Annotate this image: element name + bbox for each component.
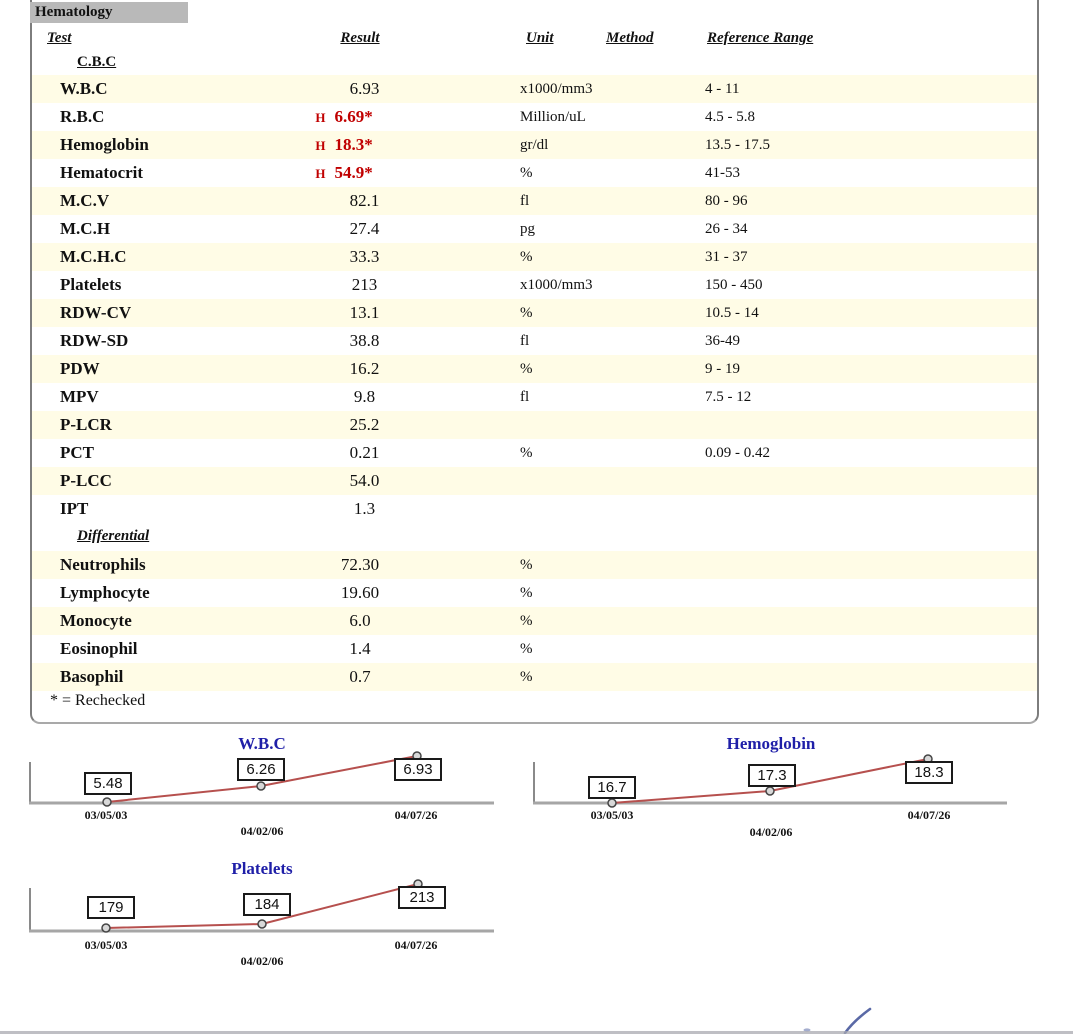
hematology-table: [30, 0, 1039, 724]
result-cell: [290, 439, 430, 468]
test-name: Hematocrit: [60, 163, 144, 182]
table-row: [32, 663, 1037, 691]
result-cell: [290, 579, 430, 607]
test-name: PCT: [60, 443, 94, 462]
data-label: 213: [398, 886, 446, 909]
result-cell: [290, 355, 430, 384]
data-label: 184: [243, 893, 291, 916]
test-name: RDW-SD: [60, 331, 129, 350]
table-row: [32, 551, 1037, 579]
result-value: 1.3: [353, 499, 376, 518]
table-row: [32, 159, 1037, 187]
reference-range: 9 - 19: [705, 361, 740, 377]
result-value: 6.69*: [334, 107, 373, 126]
result-value: 27.4: [349, 219, 380, 238]
result-cell: [290, 663, 430, 691]
table-row: [32, 439, 1037, 467]
result-cell: [274, 103, 414, 132]
result-cell: [290, 187, 430, 216]
cbc-rows: [32, 75, 1037, 523]
test-name: IPT: [60, 499, 89, 518]
x-tick-label: 04/02/06: [240, 824, 284, 838]
result-value: 82.1: [349, 191, 380, 210]
test-name: Lymphocyte: [60, 583, 150, 602]
result-value: 1.4: [349, 639, 371, 658]
result-value: 33.3: [349, 247, 380, 266]
x-tick-label: 04/07/26: [907, 808, 951, 822]
unit: x1000/mm3: [520, 277, 593, 293]
result-cell: [290, 551, 430, 579]
table-row: [32, 131, 1037, 159]
test-name: Neutrophils: [60, 555, 146, 574]
x-tick-label: 04/07/26: [394, 808, 438, 822]
result-cell: [290, 495, 430, 524]
chart-title: W.B.C: [238, 734, 286, 753]
table-row: [32, 383, 1037, 411]
table-row: [32, 243, 1037, 271]
test-name: M.C.H: [60, 219, 111, 238]
result-value: 9.8: [353, 387, 376, 406]
table-row: [32, 271, 1037, 299]
reference-range: 4.5 - 5.8: [705, 109, 755, 125]
reference-range: 26 - 34: [705, 221, 748, 237]
section-title: Hematology: [30, 2, 188, 23]
table-row: [32, 187, 1037, 215]
result-value: 54.0: [349, 471, 380, 490]
x-tick-label: 03/05/03: [84, 938, 128, 952]
x-tick-label: 03/05/03: [590, 808, 634, 822]
group-header-differential: Differential: [77, 528, 150, 544]
data-label: 6.93: [394, 758, 442, 781]
chart-title: Platelets: [231, 859, 293, 878]
rechecked-footnote: * = Rechecked: [50, 692, 146, 709]
result-value: 6.93: [349, 79, 380, 98]
result-cell: [274, 131, 414, 160]
hemoglobin-trend-chart: [520, 730, 1073, 848]
unit: Million/uL: [520, 109, 586, 125]
test-name: P-LCR: [60, 415, 112, 434]
result-value: 72.30: [340, 555, 380, 574]
result-value: 0.21: [349, 443, 380, 462]
differential-rows: [32, 551, 1037, 691]
result-cell: [290, 607, 430, 635]
x-tick-label: 04/07/26: [394, 938, 438, 952]
test-name: PDW: [60, 359, 100, 378]
reference-range: 41-53: [705, 165, 740, 181]
table-row: [32, 607, 1037, 635]
high-flag: H: [315, 166, 326, 181]
unit: %: [520, 445, 533, 461]
data-label: 17.3: [748, 764, 796, 787]
x-tick-label: 04/02/06: [240, 954, 284, 968]
table-row: [32, 215, 1037, 243]
table-row: [32, 299, 1037, 327]
table-row: [32, 103, 1037, 131]
result-cell: [290, 635, 430, 663]
result-cell: [290, 215, 430, 244]
data-label: 5.48: [84, 772, 132, 795]
result-value: 13.1: [349, 303, 380, 322]
group-header-cbc: C.B.C: [77, 54, 117, 70]
x-tick-label: 04/02/06: [749, 825, 793, 839]
unit: %: [520, 305, 533, 321]
reference-range: 13.5 - 17.5: [705, 137, 770, 153]
test-name: P-LCC: [60, 471, 112, 490]
reference-range: 10.5 - 14: [705, 305, 759, 321]
test-name: Eosinophil: [60, 639, 138, 658]
reference-range: 150 - 450: [705, 277, 763, 293]
result-value: 16.2: [349, 359, 380, 378]
table-row: [32, 75, 1037, 103]
test-name: M.C.H.C: [60, 247, 127, 266]
result-cell: [290, 383, 430, 412]
result-value: 213: [351, 275, 378, 294]
reference-range: 80 - 96: [705, 193, 748, 209]
unit: x1000/mm3: [520, 81, 593, 97]
table-row: [32, 411, 1037, 439]
unit: %: [520, 641, 533, 657]
result-cell: [290, 299, 430, 328]
reference-range: 7.5 - 12: [705, 389, 752, 405]
result-cell: [290, 327, 430, 356]
test-name: Monocyte: [60, 611, 132, 630]
unit: %: [520, 669, 533, 685]
reference-range: 31 - 37: [705, 249, 748, 265]
unit: gr/dl: [520, 137, 549, 153]
high-flag: H: [315, 138, 326, 153]
result-cell: [290, 467, 430, 496]
table-row: [32, 327, 1037, 355]
x-tick-label: 03/05/03: [84, 808, 128, 822]
test-name: W.B.C: [60, 79, 108, 98]
data-label: 18.3: [905, 761, 953, 784]
test-name: Basophil: [60, 667, 124, 686]
result-value: 18.3*: [334, 135, 373, 154]
column-header-result: Result: [340, 30, 380, 46]
table-row: [32, 467, 1037, 495]
table-row: [32, 495, 1037, 523]
result-cell: [274, 159, 414, 188]
column-header-test: Test: [47, 30, 72, 46]
result-value: 19.60: [340, 583, 380, 602]
result-value: 25.2: [349, 415, 380, 434]
table-row: [32, 635, 1037, 663]
result-cell: [290, 411, 430, 440]
unit: %: [520, 557, 533, 573]
unit: fl: [520, 389, 530, 405]
result-value: 38.8: [349, 331, 380, 350]
table-row: [32, 355, 1037, 383]
chart-title: Hemoglobin: [726, 734, 816, 753]
reference-range: 4 - 11: [705, 81, 740, 97]
result-cell: [290, 271, 430, 300]
data-label: 6.26: [237, 758, 285, 781]
result-value: 6.0: [349, 611, 371, 630]
column-header-unit: Unit: [526, 30, 554, 46]
data-label: 16.7: [588, 776, 636, 799]
test-name: Hemoglobin: [60, 135, 149, 154]
unit: %: [520, 249, 533, 265]
result-cell: [290, 75, 430, 104]
result-value: 0.7: [349, 667, 371, 686]
test-name: RDW-CV: [60, 303, 132, 322]
unit: pg: [520, 221, 535, 237]
high-flag: H: [315, 110, 326, 125]
reference-range: 36-49: [705, 333, 740, 349]
column-header-reference: Reference Range: [707, 30, 814, 46]
unit: fl: [520, 193, 530, 209]
unit: %: [520, 585, 533, 601]
test-name: Platelets: [60, 275, 122, 294]
test-name: MPV: [60, 387, 99, 406]
signature-stroke: [790, 998, 900, 1034]
platelets-trend-chart: [0, 855, 520, 975]
column-header-method: Method: [606, 30, 654, 46]
table-row: [32, 579, 1037, 607]
data-label: 179: [87, 896, 135, 919]
result-cell: [290, 243, 430, 272]
unit: fl: [520, 333, 530, 349]
unit: %: [520, 361, 533, 377]
unit: %: [520, 613, 533, 629]
unit: %: [520, 165, 533, 181]
result-value: 54.9*: [334, 163, 373, 182]
wbc-trend-chart: [0, 730, 520, 845]
test-name: R.B.C: [60, 107, 105, 126]
test-name: M.C.V: [60, 191, 110, 210]
reference-range: 0.09 - 0.42: [705, 445, 770, 461]
